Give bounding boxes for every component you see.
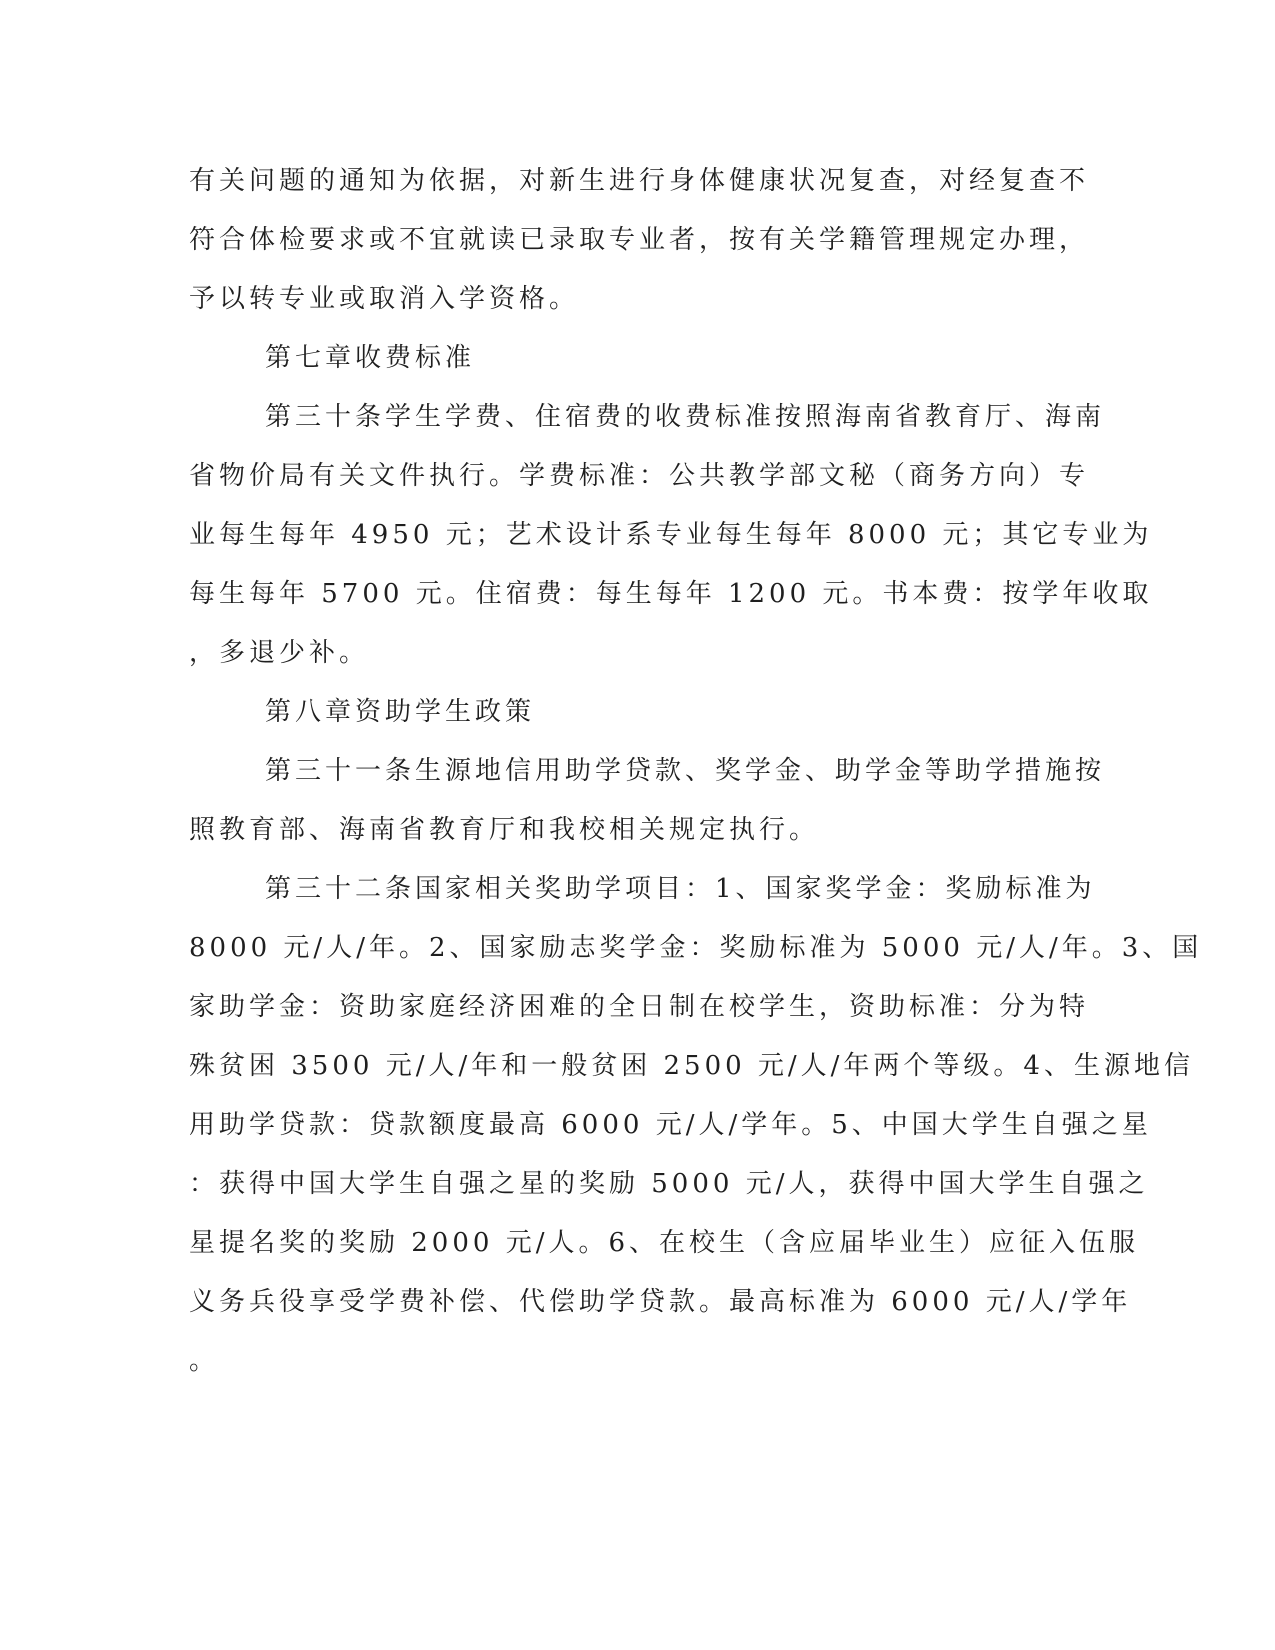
- paragraph-line: 符合体检要求或不宜就读已录取专业者，按有关学籍管理规定办理，: [189, 225, 1090, 255]
- paragraph-line: 。: [189, 1346, 220, 1376]
- paragraph-line: 业每生每年 4950 元；艺术设计系专业每生每年 8000 元；其它专业为: [189, 520, 1153, 550]
- paragraph-line: 义务兵役享受学费补偿、代偿助学贷款。最高标准为 6000 元/人/学年: [189, 1287, 1132, 1317]
- paragraph-line: 有关问题的通知为依据，对新生进行身体健康状况复查，对经复查不: [189, 166, 1090, 196]
- paragraph-line: 第三十一条生源地信用助学贷款、奖学金、助学金等助学措施按: [265, 756, 1106, 786]
- paragraph-line: 8000 元/人/年。2、国家励志奖学金：奖励标准为 5000 元/人/年。3、国: [189, 933, 1203, 963]
- paragraph-line: 予以转专业或取消入学资格。: [189, 284, 580, 314]
- chapter-heading: 第七章收费标准: [265, 343, 476, 373]
- paragraph-line: 每生每年 5700 元。住宿费：每生每年 1200 元。书本费：按学年收取: [189, 579, 1153, 609]
- paragraph-line: 星提名奖的奖励 2000 元/人。6、在校生（含应届毕业生）应征入伍服: [189, 1228, 1139, 1258]
- chapter-heading: 第八章资助学生政策: [265, 697, 536, 727]
- paragraph-line: 照教育部、海南省教育厅和我校相关规定执行。: [189, 815, 820, 845]
- paragraph-line: 家助学金：资助家庭经济困难的全日制在校学生，资助标准：分为特: [189, 992, 1090, 1022]
- paragraph-line: 第三十二条国家相关奖助学项目：1、国家奖学金：奖励标准为: [265, 874, 1096, 904]
- paragraph-line: 殊贫困 3500 元/人/年和一般贫困 2500 元/人/年两个等级。4、生源地信: [189, 1051, 1194, 1081]
- paragraph-line: ：获得中国大学生自强之星的奖励 5000 元/人，获得中国大学生自强之: [189, 1169, 1149, 1199]
- paragraph-line: 用助学贷款：贷款额度最高 6000 元/人/学年。5、中国大学生自强之星: [189, 1110, 1152, 1140]
- paragraph-line: ，多退少补。: [189, 638, 370, 668]
- paragraph-line: 省物价局有关文件执行。学费标准：公共教学部文秘（商务方向）专: [189, 461, 1090, 491]
- paragraph-line: 第三十条学生学费、住宿费的收费标准按照海南省教育厅、海南: [265, 402, 1106, 432]
